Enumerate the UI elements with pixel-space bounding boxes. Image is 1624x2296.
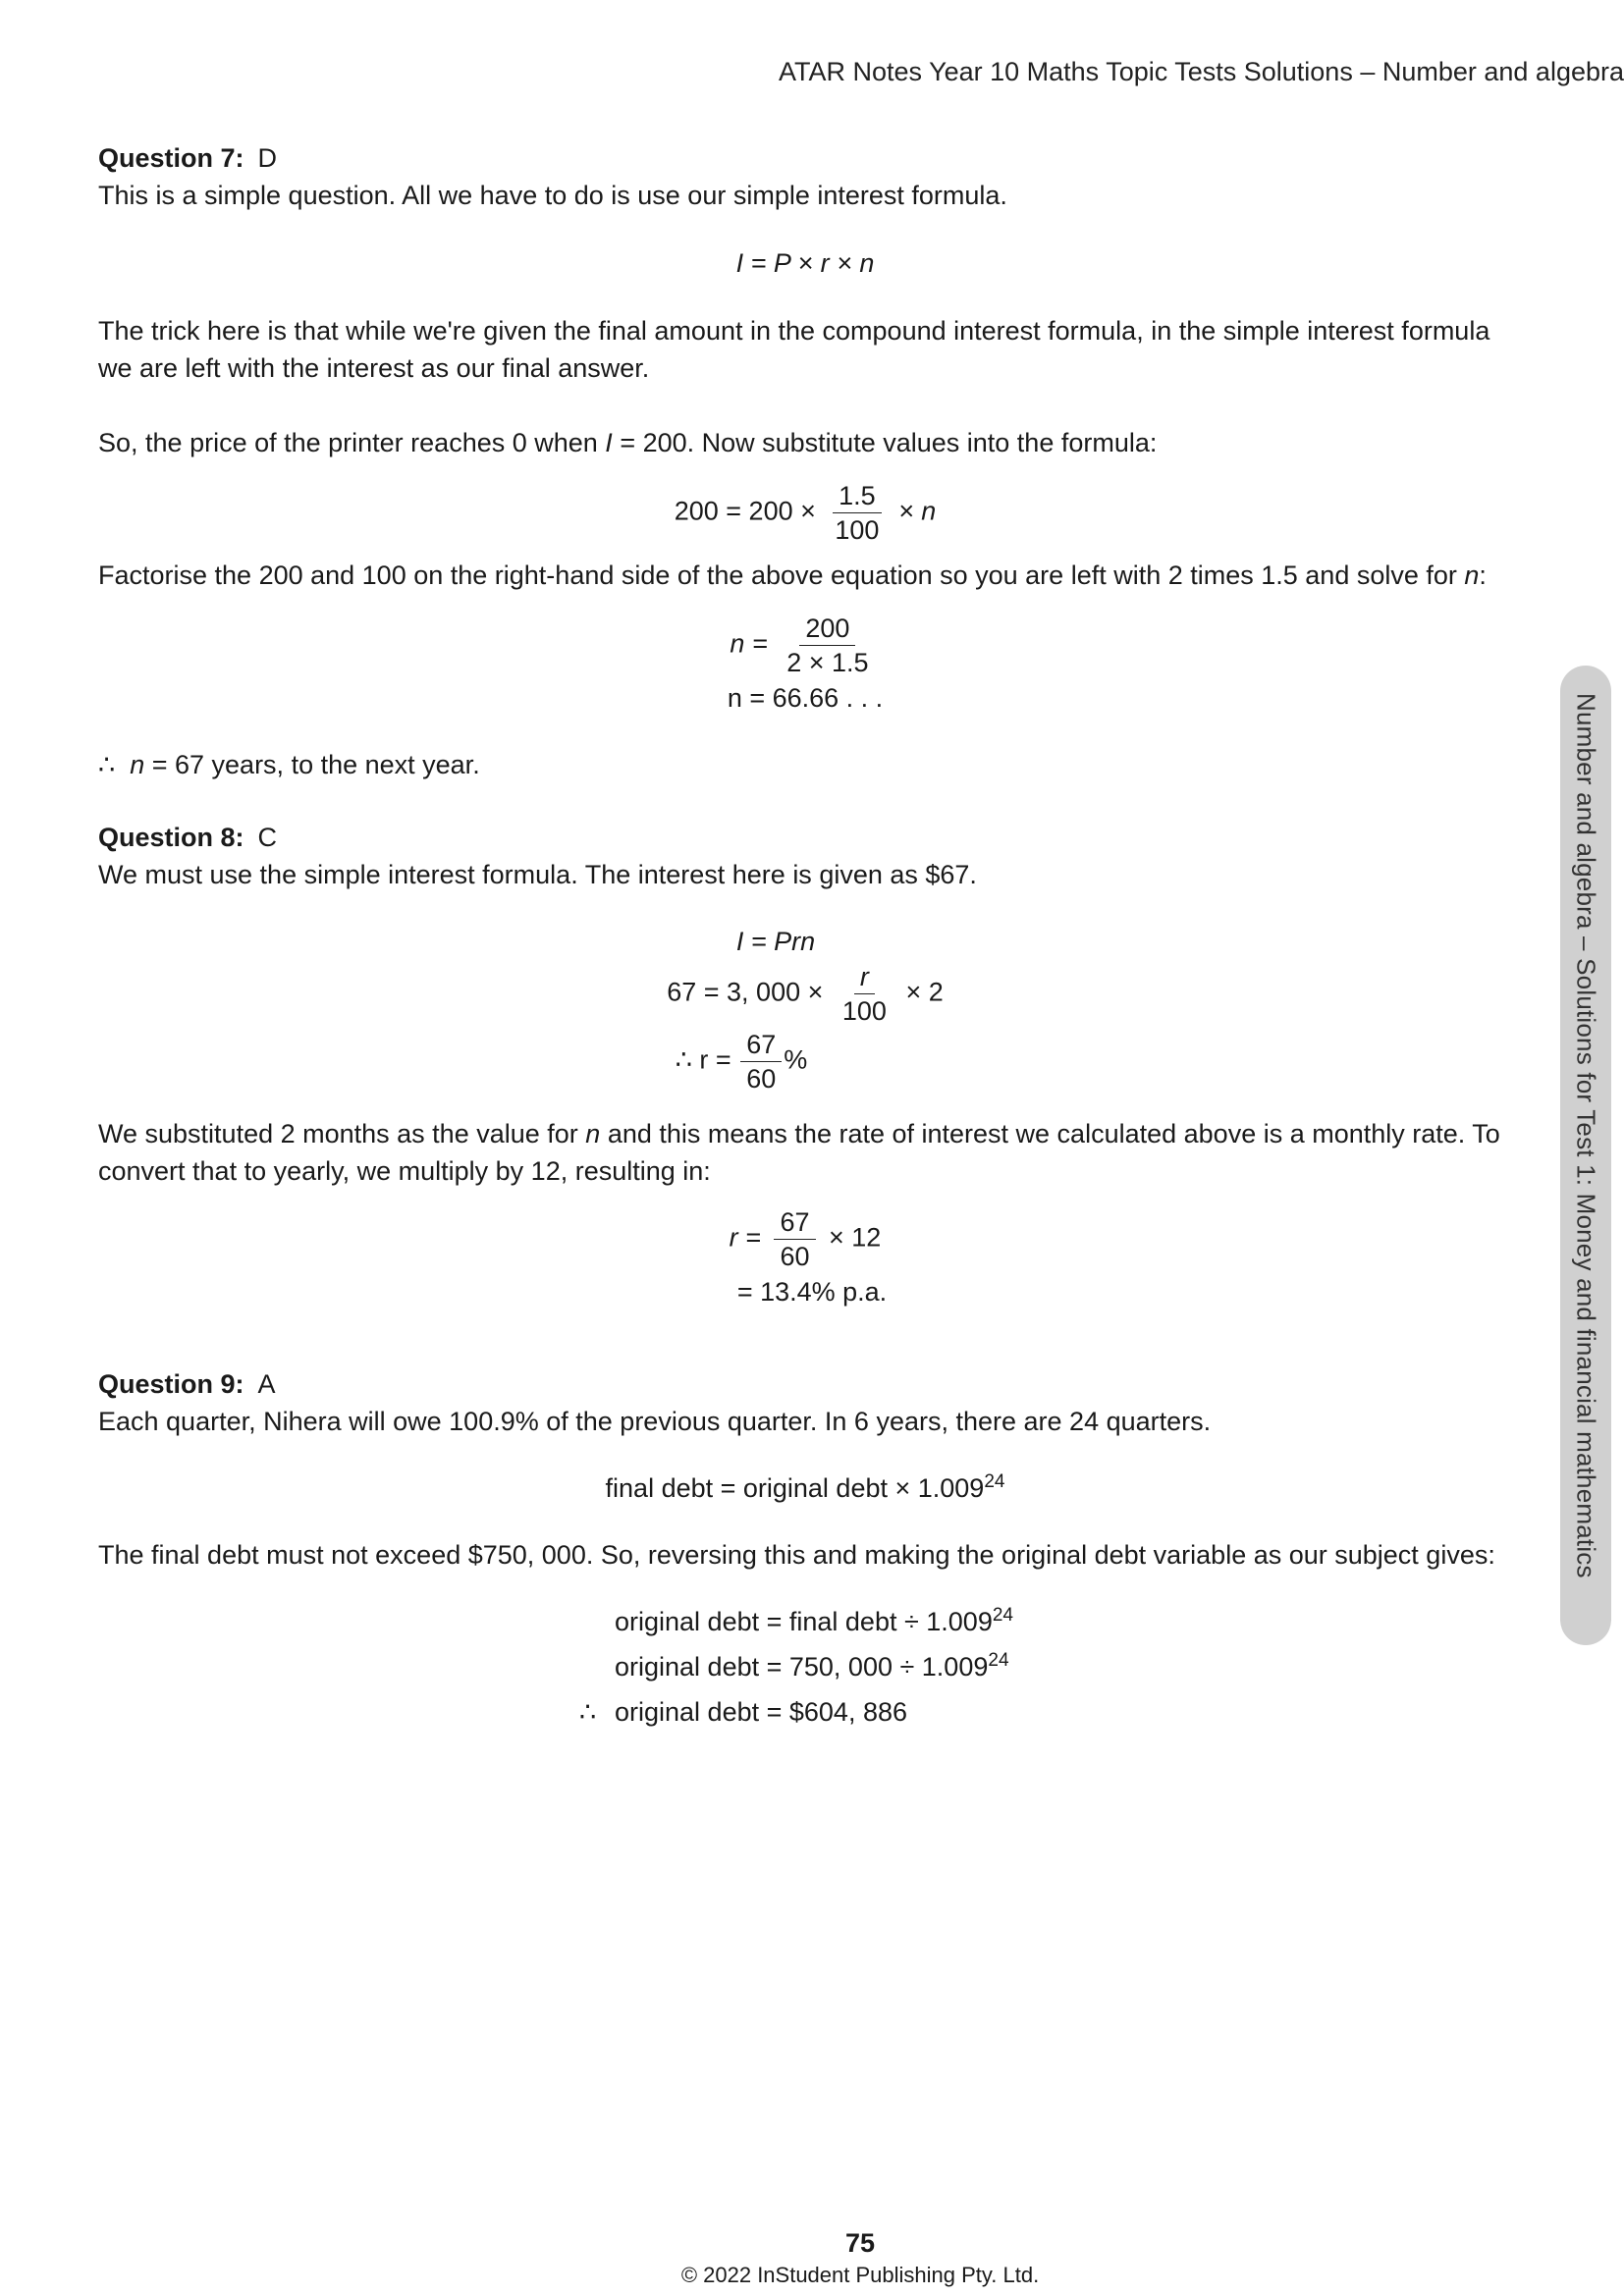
equation: I = Prn — [735, 927, 816, 956]
fraction: $\frac{r}{100}$ — [841, 962, 887, 1026]
equation: 200 = 200 × $\frac{1.5}{100}$ × n — [674, 481, 937, 545]
paragraph: The final debt must not exceed $750, 000. So, reversing this and making the original debt variable as our subject gives: — [98, 1540, 1495, 1570]
side-tab-label: Number and algebra – Solutions for Test 1: Money and financial mathematics — [1571, 693, 1601, 1578]
fraction: $\frac{200}{2 \times 1.5}$ — [786, 614, 869, 677]
page-number: 75 — [844, 2228, 876, 2258]
question-answer: D — [257, 143, 278, 173]
equation: final debt = original debt × $1.009^{24}$ — [605, 1471, 1005, 1503]
equation: n = $\frac{200}{2 \times 1.5}$ — [98, 612, 1512, 679]
formula-simple-interest: I = P × r × n — [735, 248, 875, 278]
copyright: © 2022 InStudent Publishing Pty. Ltd. — [680, 2263, 1040, 2287]
paragraph: Factorise the 200 and 100 on the right-hand side of the above equation so you are left with 2 times 1.5 and solve for n: — [98, 561, 1487, 590]
paragraph: Each quarter, Nihera will owe 100.9% of the previous quarter. In 6 years, there are 24 quarters. — [98, 1407, 1212, 1436]
question-8 — [98, 819, 1512, 1310]
question-heading: Question 7: — [98, 143, 244, 173]
equation: ∴ original debt = $604, 886 — [579, 1697, 907, 1727]
equation: ∴ r = $\frac{67}{60}$ % — [675, 1030, 808, 1094]
equation: r = $\frac{67}{60}$ × 12 — [729, 1207, 882, 1271]
equation: original debt = final debt ÷ $1.009^{24}$ — [615, 1605, 1013, 1636]
equation: 67 = 3, 000 × $\frac{r}{100}$ × 2 — [667, 962, 944, 1026]
paragraph: We substituted 2 months as the value for n and this means the rate of interest we calculated above is a monthly rate. To convert that to yearly, we multiply by 12, resulting in: — [98, 1119, 1500, 1186]
question-answer: A — [257, 1369, 276, 1399]
equation: original debt = 750, $000 \div 1.009^{24}$ — [615, 1650, 1009, 1682]
question-heading: Question 8: — [98, 823, 244, 852]
running-header: ATAR Notes Year 10 Maths Topic Tests Solutions – Number and algebra — [779, 57, 1624, 86]
paragraph: The trick here is that while we're given the final amount in the compound interest formula, in the simple interest formula we are left with the interest as our final answer. — [98, 316, 1490, 383]
page-content — [98, 139, 1512, 1731]
equation: = 13.4% p.a. — [736, 1277, 888, 1307]
fraction: $\frac{67}{60}$ — [774, 1205, 815, 1273]
fraction: $\frac{1.5}{100}$ — [829, 479, 885, 547]
aligned-equations — [579, 1603, 1512, 1731]
conclusion: ∴ n = 67 years, to the next year. — [98, 750, 480, 779]
question-answer: C — [257, 823, 278, 852]
paragraph: This is a simple question. All we have to do is use our simple interest formula. — [98, 181, 1007, 210]
question-7 — [98, 139, 1512, 783]
paragraph: So, the price of the printer reaches 0 when I = 200. Now substitute values into the formula: — [98, 428, 1158, 457]
equation: n = 66.66 . . . — [727, 683, 884, 713]
paragraph: We must use the simple interest formula. The interest here is given as $67. — [98, 860, 977, 889]
question-heading: Question 9: — [98, 1369, 244, 1399]
question-9 — [98, 1365, 1512, 1731]
fraction: $\frac{67}{60}$ — [740, 1028, 782, 1095]
